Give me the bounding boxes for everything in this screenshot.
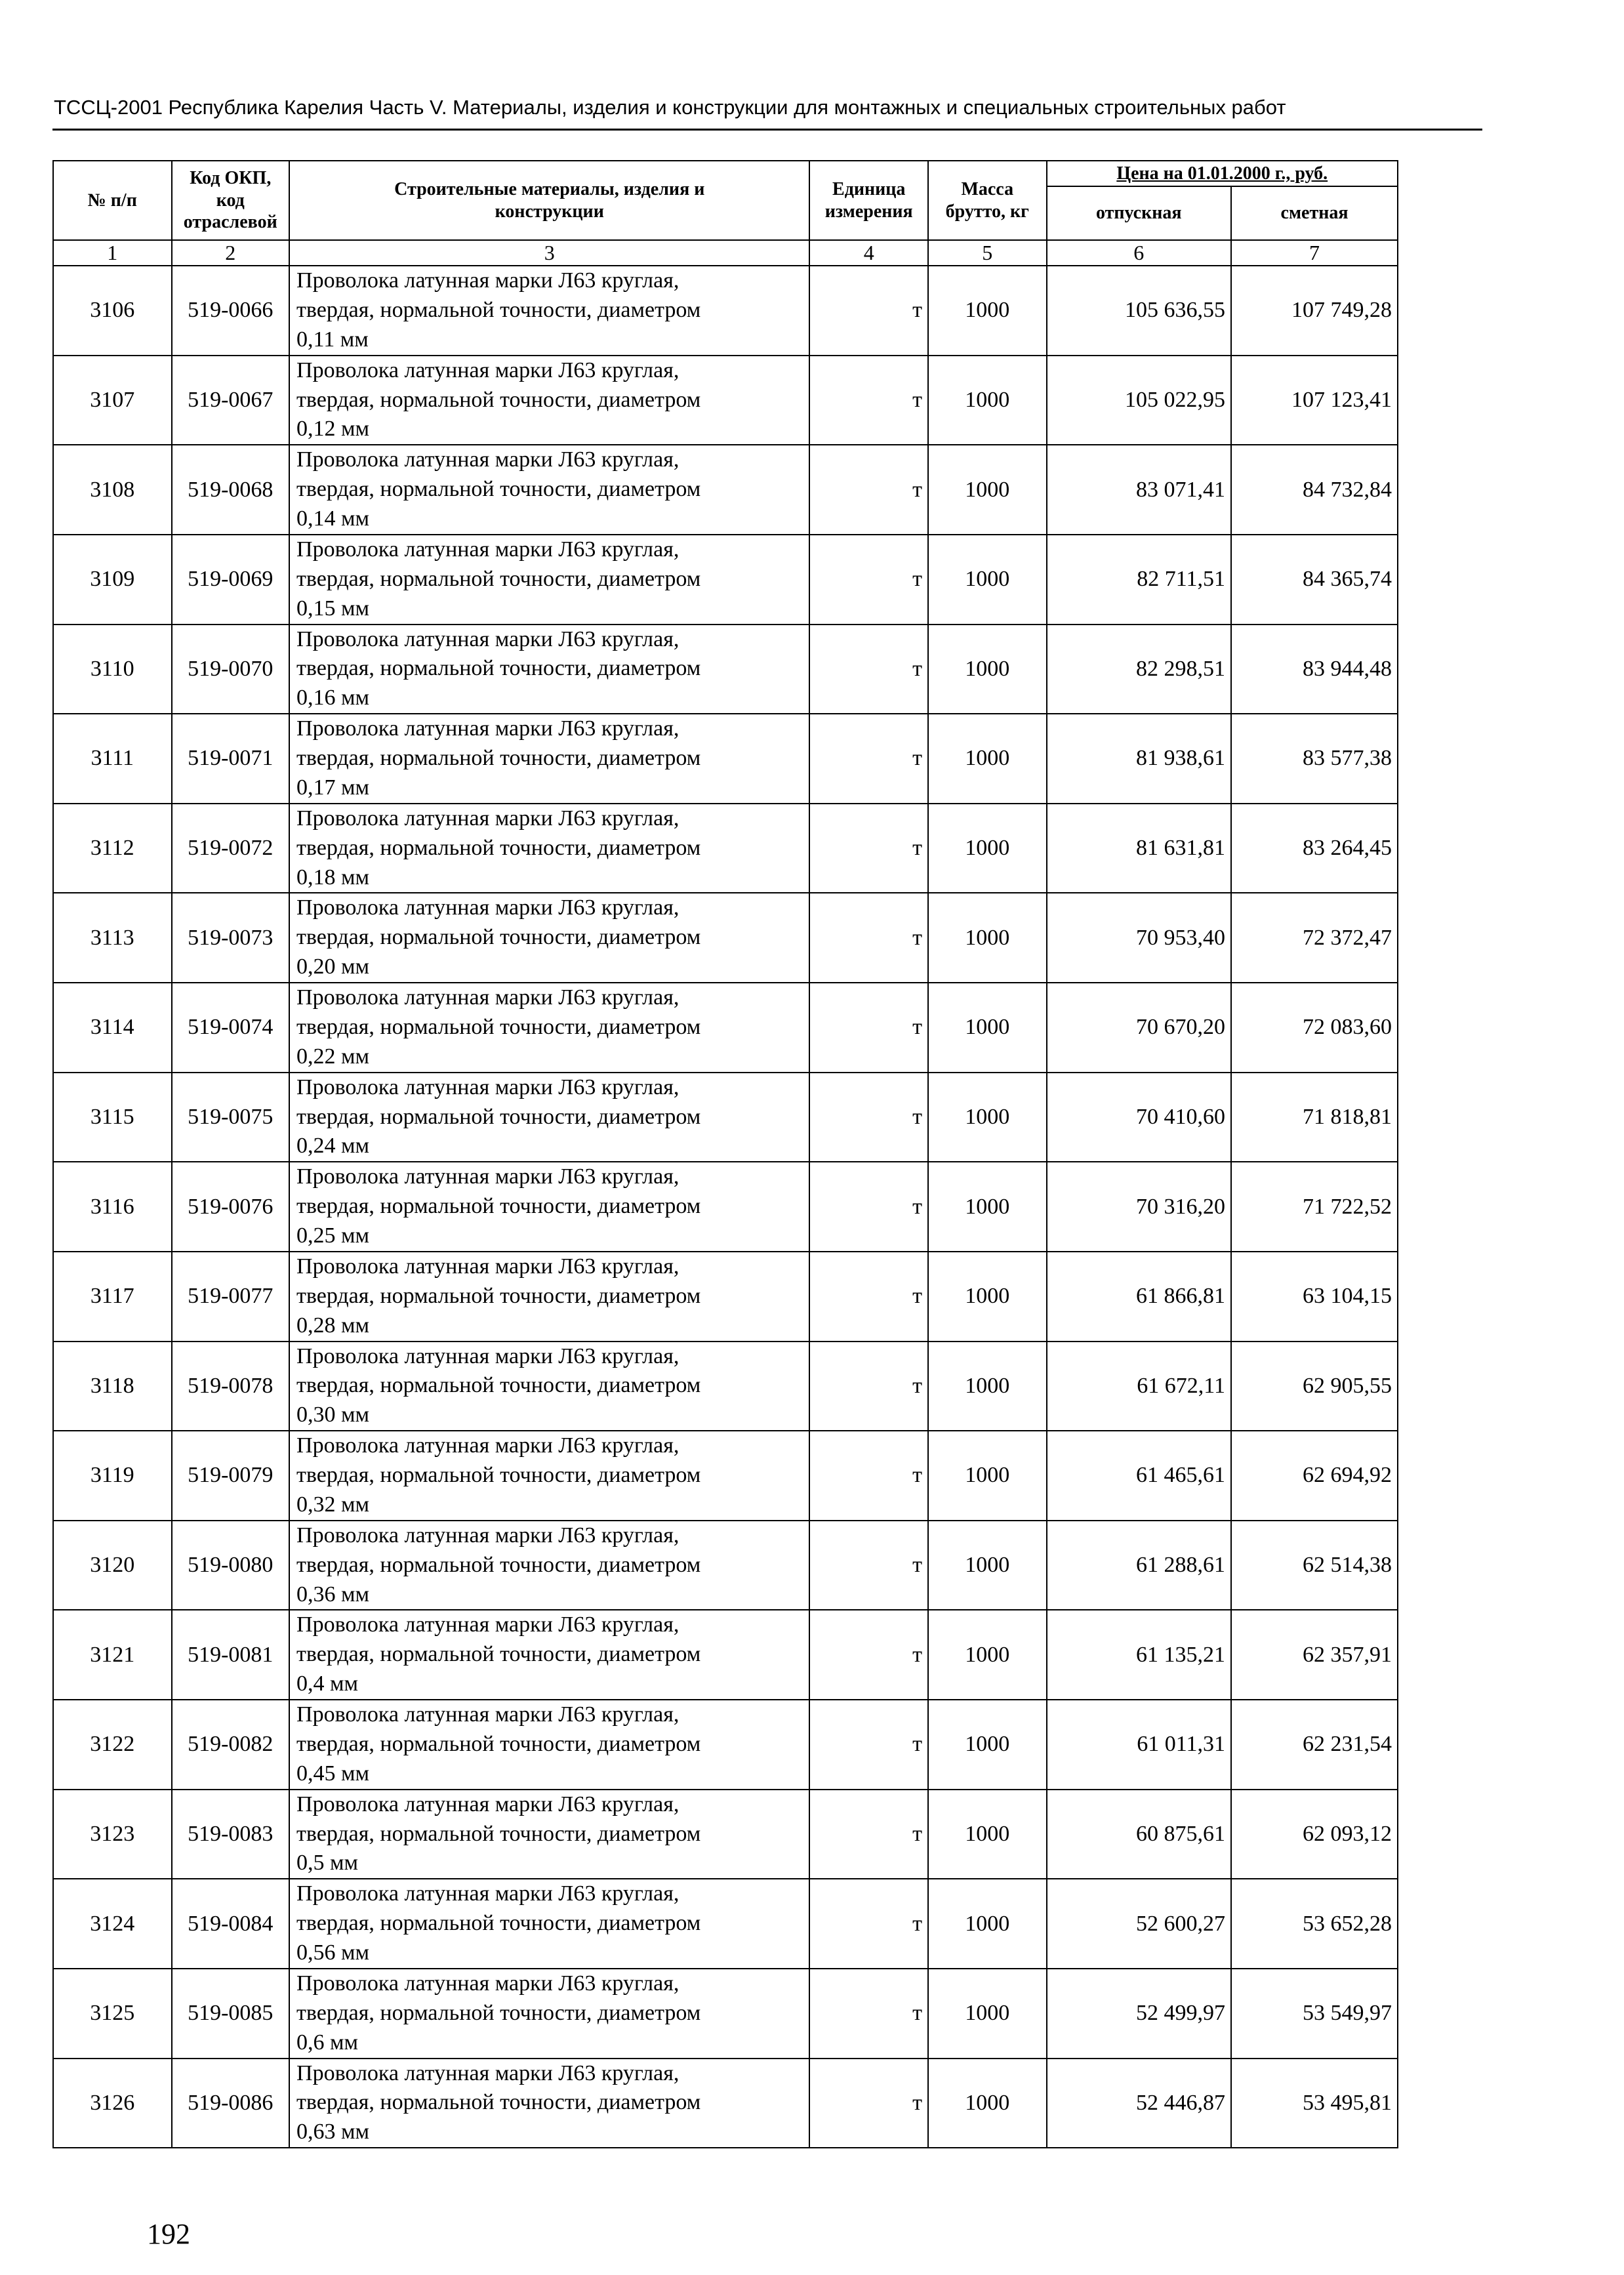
table-row — [53, 1700, 1398, 1790]
unit: т — [809, 1700, 928, 1790]
col-header-material-line: Строительные материалы, изделия и — [394, 178, 705, 199]
material-description — [289, 1790, 809, 1879]
row-number: 3126 — [53, 2059, 172, 2148]
table-row — [53, 266, 1398, 356]
release-price: 52 499,97 — [1047, 1969, 1231, 2059]
table-row — [53, 625, 1398, 714]
description-line: 0,56 мм — [296, 1940, 370, 1965]
unit: т — [809, 1610, 928, 1700]
row-number: 3111 — [53, 714, 172, 804]
release-price: 61 866,81 — [1047, 1252, 1231, 1342]
table-row — [53, 535, 1398, 625]
description-line: Проволока латунная марки Л63 круглая, — [296, 358, 680, 382]
gross-mass: 1000 — [928, 2059, 1047, 2148]
table-row — [53, 445, 1398, 535]
material-description — [289, 714, 809, 804]
table-row — [53, 1969, 1398, 2059]
material-description — [289, 2059, 809, 2148]
description-line: 0,30 мм — [296, 1403, 370, 1427]
gross-mass: 1000 — [928, 893, 1047, 983]
description-line: Проволока латунная марки Л63 круглая, — [296, 985, 680, 1010]
description-line: твердая, нормальной точности, диаметром — [296, 1014, 701, 1039]
release-price: 83 071,41 — [1047, 445, 1231, 535]
gross-mass: 1000 — [928, 1073, 1047, 1162]
okp-code: 519-0071 — [172, 714, 290, 804]
release-price: 105 022,95 — [1047, 356, 1231, 445]
col-header-unit-line: измерения — [824, 201, 913, 222]
row-number: 3114 — [53, 983, 172, 1073]
release-price: 52 446,87 — [1047, 2059, 1231, 2148]
description-line: Проволока латунная марки Л63 круглая, — [296, 1523, 680, 1547]
estimate-price: 83 264,45 — [1231, 804, 1398, 893]
description-line: твердая, нормальной точности, диаметром — [296, 387, 701, 412]
unit: т — [809, 983, 928, 1073]
table-row — [53, 983, 1398, 1073]
table-row — [53, 804, 1398, 893]
row-number: 3125 — [53, 1969, 172, 2059]
release-price: 61 465,61 — [1047, 1431, 1231, 1521]
material-description — [289, 356, 809, 445]
table-row — [53, 2059, 1398, 2148]
col-header-mass — [928, 161, 1047, 240]
description-line: твердая, нормальной точности, диаметром — [296, 746, 701, 770]
estimate-price: 71 818,81 — [1231, 1073, 1398, 1162]
unit: т — [809, 804, 928, 893]
col-header-mass-line: брутто, кг — [945, 201, 1029, 222]
estimate-price: 84 732,84 — [1231, 445, 1398, 535]
description-line: 0,32 мм — [296, 1492, 370, 1517]
unit: т — [809, 445, 928, 535]
gross-mass: 1000 — [928, 1969, 1047, 2059]
table-row — [53, 1342, 1398, 1431]
table-row — [53, 893, 1398, 983]
unit: т — [809, 535, 928, 625]
gross-mass: 1000 — [928, 1610, 1047, 1700]
gross-mass: 1000 — [928, 1700, 1047, 1790]
price-table — [52, 160, 1398, 2148]
estimate-price: 53 549,97 — [1231, 1969, 1398, 2059]
description-line: 0,17 мм — [296, 775, 370, 800]
unit: т — [809, 1162, 928, 1252]
col-header-material-line: конструкции — [495, 201, 604, 222]
description-line: 0,28 мм — [296, 1313, 370, 1338]
row-number: 3119 — [53, 1431, 172, 1521]
material-description — [289, 1521, 809, 1610]
unit: т — [809, 266, 928, 356]
estimate-price: 53 652,28 — [1231, 1879, 1398, 1969]
material-description — [289, 625, 809, 714]
row-number: 3108 — [53, 445, 172, 535]
description-line: твердая, нормальной точности, диаметром — [296, 1463, 701, 1487]
material-description — [289, 1969, 809, 2059]
material-description — [289, 1342, 809, 1431]
material-description — [289, 1700, 809, 1790]
release-price: 70 953,40 — [1047, 893, 1231, 983]
gross-mass: 1000 — [928, 535, 1047, 625]
estimate-price: 83 577,38 — [1231, 714, 1398, 804]
description-line: 0,6 мм — [296, 2030, 359, 2055]
release-price: 82 711,51 — [1047, 535, 1231, 625]
description-line: твердая, нормальной точности, диаметром — [296, 1552, 701, 1577]
col-header-estimate-price: сметная — [1231, 186, 1398, 240]
release-price: 61 288,61 — [1047, 1521, 1231, 1610]
table-row — [53, 1252, 1398, 1342]
description-line: 0,12 мм — [296, 417, 370, 441]
description-line: 0,15 мм — [296, 596, 370, 621]
gross-mass: 1000 — [928, 983, 1047, 1073]
description-line: 0,45 мм — [296, 1761, 370, 1786]
description-line: 0,4 мм — [296, 1671, 359, 1696]
gross-mass: 1000 — [928, 266, 1047, 356]
estimate-price: 53 495,81 — [1231, 2059, 1398, 2148]
gross-mass: 1000 — [928, 356, 1047, 445]
row-number: 3107 — [53, 356, 172, 445]
estimate-price: 72 083,60 — [1231, 983, 1398, 1073]
unit: т — [809, 1879, 928, 1969]
estimate-price: 107 123,41 — [1231, 356, 1398, 445]
okp-code: 519-0077 — [172, 1252, 290, 1342]
description-line: Проволока латунная марки Л63 круглая, — [296, 2060, 680, 2085]
estimate-price: 107 749,28 — [1231, 266, 1398, 356]
okp-code: 519-0079 — [172, 1431, 290, 1521]
okp-code: 519-0085 — [172, 1969, 290, 2059]
col-header-mass-line: Масса — [961, 178, 1014, 199]
row-number: 3116 — [53, 1162, 172, 1252]
release-price: 61 135,21 — [1047, 1610, 1231, 1700]
col-header-release-price: отпускная — [1047, 186, 1231, 240]
material-description — [289, 983, 809, 1073]
description-line: 0,36 мм — [296, 1582, 370, 1607]
header-rule — [52, 129, 1482, 131]
description-line: твердая, нормальной точности, диаметром — [296, 1104, 701, 1129]
column-number: 4 — [809, 240, 928, 266]
unit: т — [809, 625, 928, 714]
release-price: 105 636,55 — [1047, 266, 1231, 356]
material-description — [289, 893, 809, 983]
description-line: Проволока латунная марки Л63 круглая, — [296, 1971, 680, 1996]
description-line: твердая, нормальной точности, диаметром — [296, 477, 701, 502]
estimate-price: 62 514,38 — [1231, 1521, 1398, 1610]
description-line: Проволока латунная марки Л63 круглая, — [296, 626, 680, 651]
row-number: 3117 — [53, 1252, 172, 1342]
column-number: 1 — [53, 240, 172, 266]
release-price: 70 670,20 — [1047, 983, 1231, 1073]
unit: т — [809, 1431, 928, 1521]
row-number: 3115 — [53, 1073, 172, 1162]
col-header-code-line: Код ОКП, — [190, 168, 272, 189]
release-price: 81 938,61 — [1047, 714, 1231, 804]
description-line: 0,14 мм — [296, 506, 370, 531]
description-line: твердая, нормальной точности, диаметром — [296, 1911, 701, 1936]
okp-code: 519-0082 — [172, 1700, 290, 1790]
unit: т — [809, 1521, 928, 1610]
table-row — [53, 714, 1398, 804]
row-number: 3122 — [53, 1700, 172, 1790]
estimate-price: 84 365,74 — [1231, 535, 1398, 625]
estimate-price: 62 694,92 — [1231, 1431, 1398, 1521]
row-number: 3121 — [53, 1610, 172, 1700]
column-number-row — [53, 240, 1398, 266]
material-description — [289, 1879, 809, 1969]
description-line: Проволока латунная марки Л63 круглая, — [296, 1881, 680, 1906]
release-price: 82 298,51 — [1047, 625, 1231, 714]
estimate-price: 62 905,55 — [1231, 1342, 1398, 1431]
description-line: твердая, нормальной точности, диаметром — [296, 1194, 701, 1219]
table-row — [53, 1521, 1398, 1610]
gross-mass: 1000 — [928, 1521, 1047, 1610]
estimate-price: 62 357,91 — [1231, 1610, 1398, 1700]
column-number: 3 — [289, 240, 809, 266]
column-number: 2 — [172, 240, 290, 266]
okp-code: 519-0075 — [172, 1073, 290, 1162]
estimate-price: 72 372,47 — [1231, 893, 1398, 983]
unit: т — [809, 2059, 928, 2148]
okp-code: 519-0086 — [172, 2059, 290, 2148]
description-line: твердая, нормальной точности, диаметром — [296, 566, 701, 591]
gross-mass: 1000 — [928, 1252, 1047, 1342]
row-number: 3120 — [53, 1521, 172, 1610]
table-row — [53, 1431, 1398, 1521]
row-number: 3123 — [53, 1790, 172, 1879]
description-line: 0,24 мм — [296, 1134, 370, 1158]
column-number: 6 — [1047, 240, 1231, 266]
col-header-unit-line: Единица — [832, 178, 906, 199]
description-line: 0,63 мм — [296, 2120, 370, 2144]
table-row — [53, 1073, 1398, 1162]
row-number: 3109 — [53, 535, 172, 625]
row-number: 3110 — [53, 625, 172, 714]
release-price: 60 875,61 — [1047, 1790, 1231, 1879]
description-line: твердая, нормальной точности, диаметром — [296, 835, 701, 860]
okp-code: 519-0080 — [172, 1521, 290, 1610]
description-line: 0,25 мм — [296, 1223, 370, 1248]
gross-mass: 1000 — [928, 1342, 1047, 1431]
material-description — [289, 266, 809, 356]
table-row — [53, 356, 1398, 445]
row-number: 3124 — [53, 1879, 172, 1969]
col-header-code — [172, 161, 290, 240]
gross-mass: 1000 — [928, 625, 1047, 714]
unit: т — [809, 893, 928, 983]
okp-code: 519-0078 — [172, 1342, 290, 1431]
okp-code: 519-0068 — [172, 445, 290, 535]
description-line: твердая, нормальной точности, диаметром — [296, 1373, 701, 1398]
okp-code: 519-0084 — [172, 1879, 290, 1969]
okp-code: 519-0067 — [172, 356, 290, 445]
description-line: твердая, нормальной точности, диаметром — [296, 1821, 701, 1846]
description-line: Проволока латунная марки Л63 круглая, — [296, 447, 680, 472]
material-description — [289, 804, 809, 893]
material-description — [289, 535, 809, 625]
gross-mass: 1000 — [928, 1879, 1047, 1969]
release-price: 52 600,27 — [1047, 1879, 1231, 1969]
gross-mass: 1000 — [928, 714, 1047, 804]
estimate-price: 83 944,48 — [1231, 625, 1398, 714]
description-line: Проволока латунная марки Л63 круглая, — [296, 806, 680, 830]
estimate-price: 63 104,15 — [1231, 1252, 1398, 1342]
gross-mass: 1000 — [928, 804, 1047, 893]
material-description — [289, 1431, 809, 1521]
okp-code: 519-0073 — [172, 893, 290, 983]
estimate-price: 71 722,52 — [1231, 1162, 1398, 1252]
unit: т — [809, 1073, 928, 1162]
description-line: Проволока латунная марки Л63 круглая, — [296, 1164, 680, 1189]
description-line: Проволока латунная марки Л63 круглая, — [296, 1702, 680, 1727]
gross-mass: 1000 — [928, 1162, 1047, 1252]
row-number: 3106 — [53, 266, 172, 356]
description-line: Проволока латунная марки Л63 круглая, — [296, 1612, 680, 1637]
description-line: 0,16 мм — [296, 686, 370, 710]
col-header-number: № п/п — [53, 161, 172, 240]
description-line: Проволока латунная марки Л63 круглая, — [296, 1792, 680, 1816]
description-line: 0,5 мм — [296, 1851, 359, 1875]
okp-code: 519-0070 — [172, 625, 290, 714]
description-line: 0,18 мм — [296, 865, 370, 890]
unit: т — [809, 714, 928, 804]
okp-code: 519-0074 — [172, 983, 290, 1073]
description-line: твердая, нормальной точности, диаметром — [296, 1642, 701, 1667]
page-number: 192 — [147, 2218, 190, 2250]
column-number: 7 — [1231, 240, 1398, 266]
unit: т — [809, 1252, 928, 1342]
description-line: Проволока латунная марки Л63 круглая, — [296, 1254, 680, 1279]
row-number: 3112 — [53, 804, 172, 893]
estimate-price: 62 231,54 — [1231, 1700, 1398, 1790]
description-line: Проволока латунная марки Л63 круглая, — [296, 1343, 680, 1368]
release-price: 81 631,81 — [1047, 804, 1231, 893]
description-line: Проволока латунная марки Л63 круглая, — [296, 1075, 680, 1099]
okp-code: 519-0076 — [172, 1162, 290, 1252]
material-description — [289, 1252, 809, 1342]
release-price: 70 410,60 — [1047, 1073, 1231, 1162]
release-price: 61 672,11 — [1047, 1342, 1231, 1431]
table-row — [53, 1790, 1398, 1879]
unit: т — [809, 356, 928, 445]
material-description — [289, 445, 809, 535]
okp-code: 519-0083 — [172, 1790, 290, 1879]
description-line: Проволока латунная марки Л63 круглая, — [296, 537, 680, 562]
release-price: 61 011,31 — [1047, 1700, 1231, 1790]
description-line: Проволока латунная марки Л63 круглая, — [296, 716, 680, 741]
column-number: 5 — [928, 240, 1047, 266]
estimate-price: 62 093,12 — [1231, 1790, 1398, 1879]
description-line: твердая, нормальной точности, диаметром — [296, 925, 701, 950]
description-line: твердая, нормальной точности, диаметром — [296, 297, 701, 322]
description-line: твердая, нормальной точности, диаметром — [296, 2000, 701, 2025]
row-number: 3118 — [53, 1342, 172, 1431]
description-line: Проволока латунная марки Л63 круглая, — [296, 1433, 680, 1458]
description-line: твердая, нормальной точности, диаметром — [296, 2090, 701, 2115]
gross-mass: 1000 — [928, 1790, 1047, 1879]
okp-code: 519-0072 — [172, 804, 290, 893]
table-row — [53, 1610, 1398, 1700]
col-header-price: Цена на 01.01.2000 г., руб. — [1047, 161, 1398, 186]
running-header: ТССЦ-2001 Республика Карелия Часть V. Материалы, изделия и конструкции для монтажных и специальных строительных работ — [54, 96, 1286, 119]
description-line: твердая, нормальной точности, диаметром — [296, 1283, 701, 1308]
description-line: 0,20 мм — [296, 954, 370, 979]
table-row — [53, 1162, 1398, 1252]
col-header-code-line: отраслевой — [183, 212, 277, 233]
material-description — [289, 1610, 809, 1700]
okp-code: 519-0081 — [172, 1610, 290, 1700]
okp-code: 519-0066 — [172, 266, 290, 356]
okp-code: 519-0069 — [172, 535, 290, 625]
table-row — [53, 1879, 1398, 1969]
release-price: 70 316,20 — [1047, 1162, 1231, 1252]
col-header-unit — [809, 161, 928, 240]
description-line: 0,11 мм — [296, 327, 369, 352]
description-line: Проволока латунная марки Л63 круглая, — [296, 895, 680, 920]
description-line: Проволока латунная марки Л63 круглая, — [296, 268, 680, 293]
description-line: 0,22 мм — [296, 1044, 370, 1069]
material-description — [289, 1073, 809, 1162]
description-line: твердая, нормальной точности, диаметром — [296, 1731, 701, 1756]
col-header-code-line: код — [216, 190, 245, 211]
row-number: 3113 — [53, 893, 172, 983]
gross-mass: 1000 — [928, 445, 1047, 535]
unit: т — [809, 1342, 928, 1431]
unit: т — [809, 1790, 928, 1879]
unit: т — [809, 1969, 928, 2059]
col-header-material — [289, 161, 809, 240]
description-line: твердая, нормальной точности, диаметром — [296, 656, 701, 681]
material-description — [289, 1162, 809, 1252]
gross-mass: 1000 — [928, 1431, 1047, 1521]
